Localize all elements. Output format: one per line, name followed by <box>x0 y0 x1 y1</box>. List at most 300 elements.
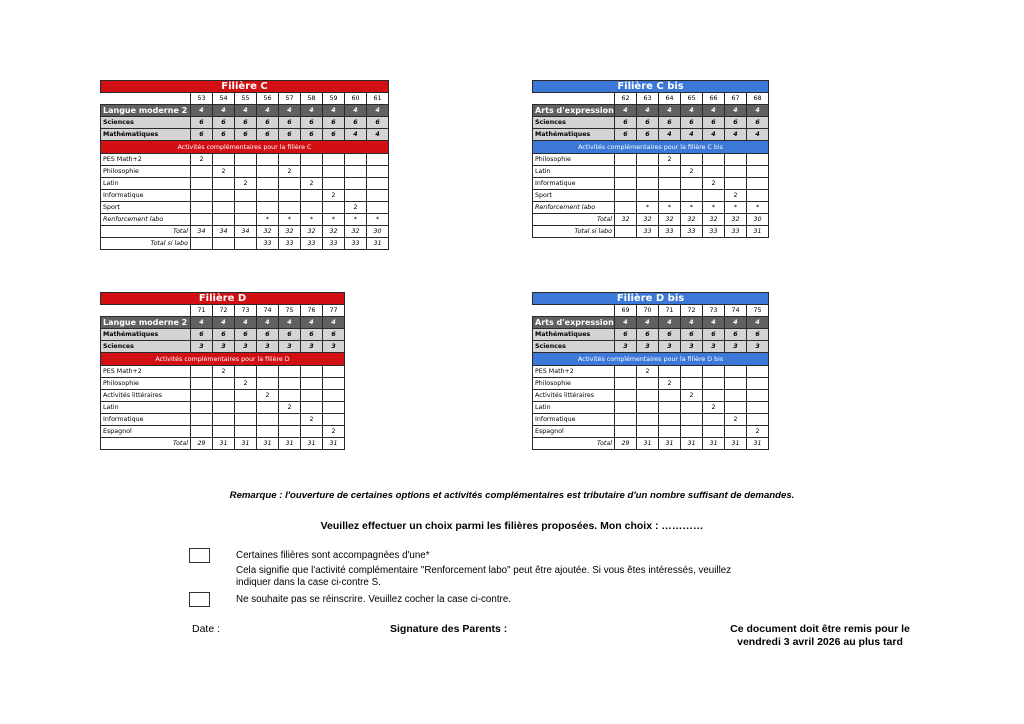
hours-cell <box>637 426 659 438</box>
table-body <box>533 293 769 450</box>
activity-row <box>101 413 345 425</box>
hours-cell <box>747 389 769 401</box>
hours-cell: 3 <box>235 341 257 353</box>
hours-cell <box>747 365 769 377</box>
hours-cell: 6 <box>659 329 681 341</box>
total-cell: 29 <box>191 438 213 450</box>
column-code: 75 <box>279 305 301 317</box>
hours-cell: 6 <box>235 329 257 341</box>
hours-cell: 4 <box>257 105 279 117</box>
table-title-row <box>101 81 389 93</box>
total-cell: 33 <box>257 238 279 250</box>
hours-cell <box>323 201 345 213</box>
hours-cell <box>703 413 725 425</box>
hours-cell: 4 <box>659 105 681 117</box>
hours-cell: 6 <box>191 329 213 341</box>
hours-cell <box>637 377 659 389</box>
hours-cell: 4 <box>301 105 323 117</box>
table-title-row <box>101 293 345 305</box>
hours-cell: * <box>279 214 301 226</box>
hours-cell <box>615 413 637 425</box>
hours-cell <box>615 365 637 377</box>
activities-header-row <box>533 353 769 365</box>
column-code: 66 <box>703 93 725 105</box>
column-code: 71 <box>659 305 681 317</box>
hours-cell <box>703 189 725 201</box>
total-cell: 32 <box>659 214 681 226</box>
hours-cell <box>279 389 301 401</box>
table-title: Filière D <box>101 293 345 305</box>
total-cell: 31 <box>681 438 703 450</box>
total-cell: 32 <box>301 226 323 238</box>
activity-row <box>101 389 345 401</box>
empty-cell <box>533 305 615 317</box>
hours-cell: 4 <box>681 317 703 329</box>
activity-label: Philosophie <box>101 165 191 177</box>
hours-cell: 4 <box>747 317 769 329</box>
hours-cell: * <box>703 201 725 213</box>
hours-cell <box>681 401 703 413</box>
total-cell: 32 <box>345 226 367 238</box>
hours-cell <box>637 165 659 177</box>
total-cell: 31 <box>637 438 659 450</box>
column-code: 74 <box>725 305 747 317</box>
column-code: 59 <box>323 93 345 105</box>
total-cell: 31 <box>747 226 769 238</box>
hours-cell: 2 <box>681 389 703 401</box>
hours-cell <box>191 214 213 226</box>
column-code: 57 <box>279 93 301 105</box>
hours-cell: 6 <box>323 129 345 141</box>
hours-cell: 4 <box>681 129 703 141</box>
activity-row <box>533 153 769 165</box>
hours-cell: 2 <box>213 365 235 377</box>
column-code: 58 <box>301 93 323 105</box>
hours-cell <box>301 389 323 401</box>
hours-cell: 6 <box>703 329 725 341</box>
total-label: Total <box>533 438 615 450</box>
hours-cell: 2 <box>213 165 235 177</box>
hours-cell: 2 <box>235 177 257 189</box>
column-code: 71 <box>191 305 213 317</box>
hours-cell: 4 <box>659 129 681 141</box>
hours-cell: * <box>747 201 769 213</box>
column-code: 73 <box>235 305 257 317</box>
activity-label: Philosophie <box>101 377 191 389</box>
activity-row <box>101 365 345 377</box>
hours-cell: 4 <box>279 105 301 117</box>
column-code: 54 <box>213 93 235 105</box>
hours-cell <box>191 165 213 177</box>
total-cell: 31 <box>235 438 257 450</box>
hours-cell: 6 <box>213 329 235 341</box>
table-title-row <box>533 81 769 93</box>
hours-cell <box>257 177 279 189</box>
hours-cell: 3 <box>747 341 769 353</box>
subject-label: Arts d'expression <box>533 105 615 117</box>
hours-cell <box>279 189 301 201</box>
hours-cell <box>279 201 301 213</box>
activity-label: Informatique <box>101 189 191 201</box>
hours-cell <box>659 389 681 401</box>
activities-header: Activités complémentaires pour la filière D <box>101 353 345 365</box>
hours-cell <box>615 177 637 189</box>
column-code: 69 <box>615 305 637 317</box>
total-cell: 30 <box>747 214 769 226</box>
hours-cell: 2 <box>257 389 279 401</box>
hours-cell <box>637 413 659 425</box>
hours-cell <box>703 365 725 377</box>
hours-cell: 6 <box>725 117 747 129</box>
column-code: 60 <box>345 93 367 105</box>
hours-cell: 6 <box>637 329 659 341</box>
hours-cell <box>213 214 235 226</box>
hours-cell <box>279 177 301 189</box>
column-code: 65 <box>681 93 703 105</box>
table-filiere-d-bis <box>532 292 769 450</box>
hours-cell: 6 <box>725 329 747 341</box>
total-labo-row <box>101 238 389 250</box>
hours-cell <box>257 426 279 438</box>
table-filiere-d <box>100 292 345 450</box>
hours-cell: 6 <box>191 117 213 129</box>
hours-cell <box>659 177 681 189</box>
hours-cell <box>747 177 769 189</box>
hours-cell: 3 <box>615 341 637 353</box>
activity-row <box>533 165 769 177</box>
column-code: 74 <box>257 305 279 317</box>
total-labo-label: Total si labo <box>533 226 615 238</box>
total-labo-row <box>533 226 769 238</box>
total-label: Total <box>101 226 191 238</box>
hours-cell: 6 <box>615 329 637 341</box>
option-no-reenrol-text: Ne souhaite pas se réinscrire. Veuillez cocher la case ci-contre. <box>236 594 511 605</box>
hours-cell: 4 <box>725 105 747 117</box>
hours-cell <box>257 201 279 213</box>
hours-cell <box>615 153 637 165</box>
hours-cell: 2 <box>323 426 345 438</box>
hours-cell: 6 <box>323 329 345 341</box>
total-cell: 33 <box>637 226 659 238</box>
activity-label: Espagnol <box>533 426 615 438</box>
date-label: Date : <box>192 623 221 635</box>
total-cell: 31 <box>279 438 301 450</box>
hours-cell: 4 <box>703 129 725 141</box>
total-cell: 32 <box>703 214 725 226</box>
hours-cell <box>235 365 257 377</box>
activity-label: PES Math+2 <box>533 365 615 377</box>
activity-label: Renforcement labo <box>533 201 615 213</box>
column-code: 55 <box>235 93 257 105</box>
hours-cell <box>323 165 345 177</box>
subject-label: Sciences <box>533 117 615 129</box>
table-title-row <box>533 293 769 305</box>
activity-row <box>101 426 345 438</box>
core-subject-row <box>101 105 389 117</box>
hours-cell <box>235 426 257 438</box>
hours-cell <box>659 365 681 377</box>
hours-cell: 2 <box>279 401 301 413</box>
hours-cell: 6 <box>279 117 301 129</box>
activity-row <box>101 165 389 177</box>
hours-cell: 6 <box>681 117 703 129</box>
hours-cell: 2 <box>659 153 681 165</box>
hours-cell: 4 <box>301 317 323 329</box>
hours-cell <box>615 377 637 389</box>
hours-cell <box>637 153 659 165</box>
hours-cell <box>235 201 257 213</box>
hours-cell: 3 <box>257 341 279 353</box>
total-cell: 34 <box>235 226 257 238</box>
hours-cell <box>681 365 703 377</box>
activity-row <box>101 153 389 165</box>
hours-cell <box>747 377 769 389</box>
column-code: 62 <box>615 93 637 105</box>
hours-cell <box>191 189 213 201</box>
hours-cell <box>279 153 301 165</box>
subject-label: Langue moderne 2 <box>101 105 191 117</box>
hours-cell: * <box>367 214 389 226</box>
hours-cell <box>637 189 659 201</box>
hours-cell <box>279 413 301 425</box>
activity-row <box>533 413 769 425</box>
hours-cell <box>279 365 301 377</box>
hours-cell <box>191 177 213 189</box>
hours-cell <box>615 165 637 177</box>
total-cell: 34 <box>191 226 213 238</box>
hours-cell: 4 <box>681 105 703 117</box>
no-reenrol-checkbox[interactable] <box>189 592 210 607</box>
hours-cell <box>191 201 213 213</box>
hours-cell: 3 <box>191 341 213 353</box>
core-subject-row <box>533 105 769 117</box>
total-cell: 34 <box>213 226 235 238</box>
hours-cell: 4 <box>235 105 257 117</box>
hours-cell <box>659 165 681 177</box>
hours-cell: 6 <box>637 117 659 129</box>
hours-cell <box>191 365 213 377</box>
column-code: 61 <box>367 93 389 105</box>
total-row <box>533 214 769 226</box>
hours-cell <box>323 401 345 413</box>
hours-cell <box>301 365 323 377</box>
activity-row <box>533 401 769 413</box>
hours-cell: 6 <box>279 129 301 141</box>
activity-label: Latin <box>101 401 191 413</box>
column-code: 56 <box>257 93 279 105</box>
table-body <box>101 293 345 450</box>
activity-label: PES Math+2 <box>101 153 191 165</box>
hours-cell: 6 <box>257 129 279 141</box>
hours-cell: 4 <box>747 129 769 141</box>
total-cell <box>213 238 235 250</box>
hours-cell: 3 <box>659 341 681 353</box>
hours-cell: 6 <box>301 329 323 341</box>
activity-label: Activités littéraires <box>533 389 615 401</box>
subject-label: Langue moderne 2 <box>101 317 191 329</box>
total-cell: 32 <box>725 214 747 226</box>
hours-cell: 2 <box>747 426 769 438</box>
hours-cell <box>725 365 747 377</box>
activity-label: Informatique <box>533 177 615 189</box>
hours-cell <box>681 377 703 389</box>
hours-cell: 2 <box>659 377 681 389</box>
activity-row <box>533 201 769 213</box>
column-code: 72 <box>681 305 703 317</box>
hours-cell <box>637 389 659 401</box>
hours-cell <box>191 389 213 401</box>
table-body <box>533 81 769 238</box>
total-row <box>533 438 769 450</box>
hours-cell <box>235 413 257 425</box>
hours-cell: 6 <box>615 117 637 129</box>
hours-cell: 6 <box>615 129 637 141</box>
hours-cell <box>235 165 257 177</box>
empty-cell <box>101 93 191 105</box>
activity-label: Latin <box>101 177 191 189</box>
hours-cell <box>659 426 681 438</box>
hours-cell: 4 <box>367 105 389 117</box>
activities-header-row <box>533 141 769 153</box>
hours-cell: 6 <box>323 117 345 129</box>
subject-label: Mathématiques <box>101 329 191 341</box>
hours-cell: 4 <box>257 317 279 329</box>
hours-cell <box>345 153 367 165</box>
hours-cell: * <box>257 214 279 226</box>
column-code: 67 <box>725 93 747 105</box>
hours-cell: 4 <box>703 317 725 329</box>
hours-cell <box>213 389 235 401</box>
column-code: 70 <box>637 305 659 317</box>
hours-cell: 4 <box>213 105 235 117</box>
column-code: 63 <box>637 93 659 105</box>
hours-cell <box>367 153 389 165</box>
total-cell: 31 <box>725 438 747 450</box>
hours-cell: 4 <box>191 317 213 329</box>
hours-cell: 2 <box>191 153 213 165</box>
hours-cell: 2 <box>323 189 345 201</box>
hours-cell: 4 <box>191 105 213 117</box>
activity-label: Philosophie <box>533 153 615 165</box>
hours-cell <box>235 389 257 401</box>
hours-cell <box>367 189 389 201</box>
deadline-line: Ce document doit être remis pour le <box>730 623 910 635</box>
option-line: Cela signifie que l'activité complémentaire "Renforcement labo" peut être ajoutée. Si vous êtes intéressés, veuillez <box>236 564 732 576</box>
hours-cell: * <box>681 201 703 213</box>
renforcement-labo-checkbox[interactable] <box>189 548 210 563</box>
subject-label: Arts d'expression <box>533 317 615 329</box>
hours-cell <box>323 153 345 165</box>
hours-cell: 6 <box>681 329 703 341</box>
total-cell: 31 <box>703 438 725 450</box>
core-subject-row <box>101 341 345 353</box>
activity-row <box>101 401 345 413</box>
activity-row <box>101 377 345 389</box>
total-cell: 31 <box>323 438 345 450</box>
hours-cell <box>235 214 257 226</box>
hours-cell <box>659 189 681 201</box>
hours-cell: 6 <box>747 117 769 129</box>
hours-cell <box>301 189 323 201</box>
hours-cell: 2 <box>345 201 367 213</box>
total-cell: 32 <box>323 226 345 238</box>
total-cell: 33 <box>659 226 681 238</box>
activity-label: Informatique <box>533 413 615 425</box>
hours-cell <box>191 401 213 413</box>
hours-cell <box>681 413 703 425</box>
activity-label: Renforcement labo <box>101 214 191 226</box>
hours-cell <box>323 365 345 377</box>
hours-cell: 4 <box>235 317 257 329</box>
hours-cell <box>323 389 345 401</box>
hours-cell: 6 <box>257 117 279 129</box>
table-filiere-c-bis <box>532 80 769 238</box>
hours-cell: 4 <box>323 105 345 117</box>
hours-cell: 2 <box>637 365 659 377</box>
hours-cell: 3 <box>637 341 659 353</box>
total-cell: 31 <box>301 438 323 450</box>
table-filiere-c <box>100 80 389 250</box>
subject-label: Sciences <box>101 341 191 353</box>
activity-label: Sport <box>101 201 191 213</box>
column-code: 72 <box>213 305 235 317</box>
column-code: 53 <box>191 93 213 105</box>
total-cell: 31 <box>257 438 279 450</box>
empty-cell <box>533 93 615 105</box>
hours-cell: * <box>725 201 747 213</box>
hours-cell: 4 <box>279 317 301 329</box>
hours-cell <box>345 189 367 201</box>
hours-cell: * <box>637 201 659 213</box>
total-cell: 33 <box>345 238 367 250</box>
activity-row <box>533 389 769 401</box>
hours-cell <box>213 377 235 389</box>
hours-cell <box>257 413 279 425</box>
hours-cell <box>301 165 323 177</box>
hours-cell: 2 <box>725 413 747 425</box>
hours-cell: 2 <box>279 165 301 177</box>
hours-cell <box>345 165 367 177</box>
hours-cell: 4 <box>725 317 747 329</box>
hours-cell: 6 <box>257 329 279 341</box>
total-labo-label: Total si labo <box>101 238 191 250</box>
table-title: Filière C <box>101 81 389 93</box>
hours-cell: 4 <box>615 105 637 117</box>
hours-cell: 2 <box>725 189 747 201</box>
activity-label: Sport <box>533 189 615 201</box>
hours-cell <box>615 426 637 438</box>
code-row <box>533 305 769 317</box>
hours-cell: 2 <box>681 165 703 177</box>
hours-cell <box>257 165 279 177</box>
activity-label: Espagnol <box>101 426 191 438</box>
hours-cell <box>257 377 279 389</box>
option-renforcement-text <box>236 550 796 590</box>
hours-cell <box>323 377 345 389</box>
hours-cell <box>279 377 301 389</box>
hours-cell <box>681 189 703 201</box>
column-code: 76 <box>301 305 323 317</box>
hours-cell <box>301 201 323 213</box>
hours-cell <box>747 165 769 177</box>
activity-label: Latin <box>533 401 615 413</box>
total-cell: 32 <box>681 214 703 226</box>
total-cell: 33 <box>725 226 747 238</box>
hours-cell <box>747 401 769 413</box>
total-cell: 30 <box>367 226 389 238</box>
activity-row <box>101 189 389 201</box>
hours-cell: 3 <box>703 341 725 353</box>
